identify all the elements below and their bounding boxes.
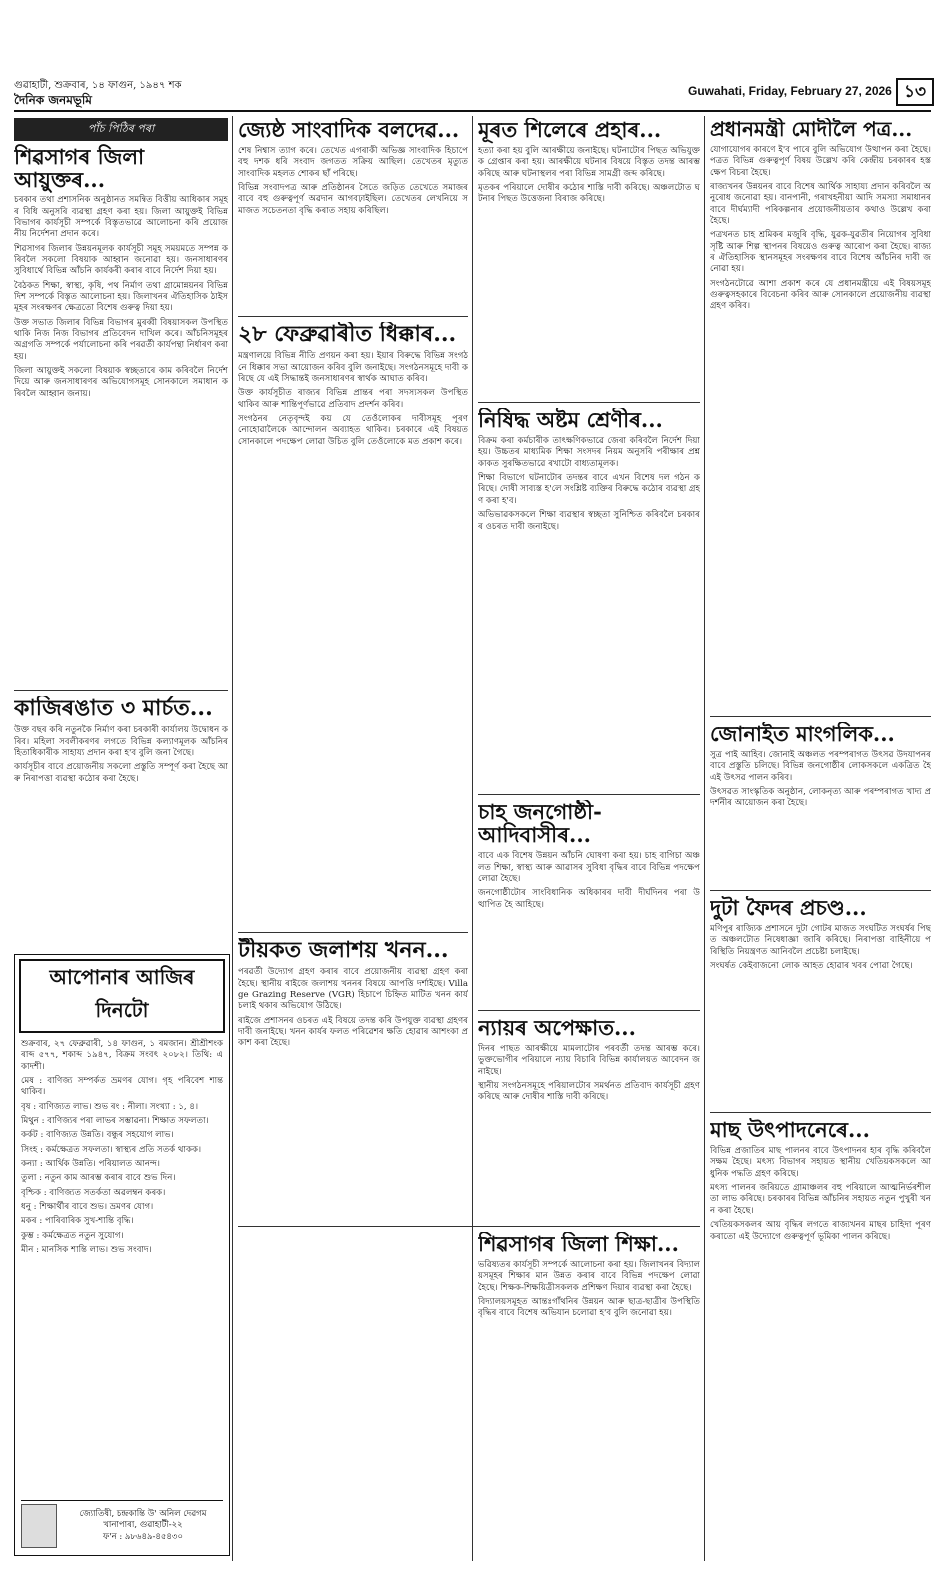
page-number: ১৩ (896, 78, 934, 106)
avatar (21, 1504, 57, 1548)
horoscope-sign: তুলা : নতুন কাম আৰম্ভ কৰাৰ বাবে শুভ দিন। (21, 1173, 176, 1184)
column-separator (704, 116, 705, 1561)
headline: শিৱসাগৰ জিলা শিক্ষা... (478, 1232, 679, 1256)
headline: মূৰত শিলেৰে প্ৰহাৰ... (478, 118, 662, 142)
body-paragraph: ৰাইজে প্ৰশাসনৰ ওচৰত এই বিষয়ে তদন্ত কৰি উপযুক্ত ব্যৱস্থা গ্ৰহণৰ দাবী জনাইছে। খনন কাৰ্যৰ ফলত পৰিৱেশৰ ক্ষতি হোৱাৰ আশংকা প্ৰকাশ কৰা হৈছে। (238, 1015, 468, 1049)
horoscope-sign: ধনু : শিক্ষাৰ্থীৰ বাবে শুভ। ভ্ৰমণৰ যোগ। (21, 1202, 154, 1213)
body-paragraph: বিক্ৰম কৰা কৰ্মচাৰীক তাৎক্ষণিকভাৱে জেৰা কৰিবলৈ নিৰ্দেশ দিয়া হয়। উচ্চতৰ মাধ্যমিক শিক্ষা সংসদৰ নিয়ম অনুসৰি পৰীক্ষাৰ প্ৰশ্নকাকত সুৰক্ষিতভাৱে ৰখাটো বাধ্যতামূলক। (478, 436, 700, 469)
astrologer-name: জ্যোতিষী, চন্দ্ৰকান্তি উ' অনিল দেৱগম (79, 1509, 207, 1520)
article-divider (478, 402, 700, 403)
article-shivasagar-dc (14, 118, 228, 678)
body-paragraph: সংগঠনৰ নেতৃবৃন্দই কয় যে তেওঁলোকৰ দাবীসমূহ পূৰণ নোহোৱালৈকে আন্দোলন অব্যাহত থাকিব। চৰকাৰে এই বিষয়ত সোনকালে পদক্ষেপ লোৱা উচিত বুলি তেওঁলোকে মত প্ৰকাশ কৰে। (238, 413, 468, 447)
headline: জ্যেষ্ঠ সাংবাদিক বলদেৱ... (238, 118, 460, 142)
horoscope-sign: কন্যা : আৰ্থিক উন্নতি। পৰিয়ালত আনন্দ। (21, 1159, 160, 1170)
horoscope-sign: বৃশ্চিক : বাণিজ্যত সতৰ্কতা অৱলম্বন কৰক। (21, 1187, 166, 1198)
astrologer-place: খানাপাৰা, গুৱাহাটী-২২ (103, 1520, 183, 1531)
body-paragraph: খেতিয়কসকলৰ আয় বৃদ্ধিৰ লগতে ৰাজ্যখনৰ মাছৰ চাহিদা পূৰণ কৰাতো এই উদ্যোগে গুৰুত্বপূৰ্ণ ভূমিকা পালন কৰিছে। (710, 1220, 931, 1242)
horoscope-intro: শুক্ৰবাৰ, ২৭ ফেব্ৰুৱাৰী, ১৪ ফাগুন, ১ ৰমজান। শ্ৰীশ্ৰীশংকৰাব্দ ৫৭৭, শকাব্দ ১৯৪৭, বিক্ৰম সংবৎ ২০৮২। তিথি: একাদশী। (21, 1039, 223, 1072)
headline: ন্যায়ৰ অপেক্ষাত... (478, 1016, 636, 1040)
body-paragraph: কাৰ্যসূচীৰ বাবে প্ৰয়োজনীয় সকলো প্ৰস্তুতি সম্পূৰ্ণ কৰা হৈছে আৰু নিৰাপত্তা ব্যৱস্থা কঠোৰ কৰা হৈছে। (14, 762, 228, 784)
astrologer-credit (21, 1500, 223, 1551)
horoscope-sign: কৰ্কট : বাণিজ্যত উন্নতি। বন্ধুৰ সহযোগ লাভ। (21, 1130, 174, 1141)
article-awaiting-justice (478, 1016, 700, 1236)
headline: মাছ উৎপাদনেৰে... (710, 1118, 870, 1142)
article-divider (478, 794, 700, 795)
headline: কাজিৰঙাত ৩ মাৰ্চত... (14, 696, 213, 721)
body-paragraph: বাবে এক বিশেষ উন্নয়ন আঁচনি ঘোষণা কৰা হয়। চাহ বাগিচা অঞ্চলত শিক্ষা, স্বাস্থ্য আৰু আৱাসৰ সুবিধা বৃদ্ধিৰ বাবে বিভিন্ন পদক্ষেপ লোৱা হৈছে। (478, 851, 700, 884)
article-jonai (710, 722, 931, 882)
headline: টীয়কত জলাশয় খনন... (238, 938, 449, 963)
horoscope-sign: মীন : মানসিক শান্তি লাভ। শুভ সংবাদ। (21, 1245, 152, 1256)
continued-banner: পাঁচ পিঠিৰ পৰা (14, 118, 228, 141)
article-divider (710, 716, 931, 717)
headline: নিষিদ্ধ অষ্টম শ্ৰেণীৰ... (478, 408, 663, 432)
article-two-factions (710, 896, 931, 1106)
body-paragraph: বিভিন্ন সংবাদপত্ৰ আৰু প্ৰতিষ্ঠানৰ সৈতে জড়িত তেখেতে সমাজৰ বাবে বহু গুৰুত্বপূৰ্ণ অৱদান আগবঢ়াইছিল। তেখেতৰ লেখনিয়ে সমাজত সচেতনতা বৃদ্ধি কৰাত সহায় কৰিছিল। (238, 183, 468, 216)
english-dateline: Guwahati, Friday, February 27, 2026 (688, 84, 892, 98)
body-paragraph: জনগোষ্ঠীটোৰ সাংবিধানিক অধিকাৰৰ দাবী দীৰ্ঘদিনৰ পৰা উত্থাপিত হৈ আহিছে। (478, 888, 700, 910)
body-paragraph: অভিভাৱকসকলে শিক্ষা ব্যৱস্থাৰ স্বচ্ছতা সুনিশ্চিত কৰিবলৈ চৰকাৰৰ ওচৰত দাবী জনাইছে। (478, 510, 700, 532)
column-separator (232, 116, 233, 1561)
article-protest-feb28 (238, 322, 468, 922)
column-separator (472, 116, 473, 1561)
body-paragraph: শিৱসাগৰ জিলাৰ উন্নয়নমূলক কাৰ্যসূচী সমূহ সময়মতে সম্পন্ন কৰিবলৈ সকলো বিষয়াক আহ্বান জনোৱা হয়। জনসাধাৰণৰ সুবিধাৰ্থে বিভিন্ন আঁচনি কাৰ্যকৰী কৰাৰ বাবে নিৰ্দেশ দিয়া হয়। (14, 243, 228, 277)
headline: চাহ জনগোষ্ঠী-আদিবাসীৰ... (478, 800, 602, 848)
headline: ২৮ ফেব্ৰুৱাৰীত ধিক্কাৰ... (238, 322, 457, 347)
body-paragraph: উৎসৱত সাংস্কৃতিক অনুষ্ঠান, লোকনৃত্য আৰু পৰম্পৰাগত খাদ্য প্ৰদৰ্শনীৰ আয়োজন কৰা হৈছে। (710, 787, 931, 809)
article-pond-digging (238, 938, 468, 1558)
horoscope-sign: সিংহ : কৰ্মক্ষেত্ৰত সফলতা। স্বাস্থ্যৰ প্ৰতি সতৰ্ক থাকক। (21, 1144, 202, 1155)
article-district-education (478, 1232, 700, 1558)
body-paragraph: সুত্ৰ পাই আহিব। জোনাই অঞ্চলত পৰম্পৰাগত উৎসৱ উদযাপনৰ বাবে প্ৰস্তুতি চলিছে। বিভিন্ন জনগোষ্ঠীৰ লোকসকলে একত্ৰিত হৈ এই উৎসৱ পালন কৰিব। (710, 750, 931, 783)
article-letter-to-pm (710, 118, 931, 708)
body-paragraph: বৈঠকত শিক্ষা, স্বাস্থ্য, কৃষি, পথ নিৰ্মাণ তথা গ্ৰামোন্নয়নৰ বিভিন্ন দিশ সম্পৰ্কে বিস্তৃত আলোচনা হয়। জিলাখনৰ ঐতিহাসিক ঠাইসমূহৰ সংৰক্ষণৰ ক্ষেত্ৰতো বিশেষ গুৰুত্ব দিয়া হয়। (14, 280, 228, 314)
body-paragraph: শেষ নিশ্বাস ত্যাগ কৰে। তেখেত এগৰাকী অভিজ্ঞ সাংবাদিক হিচাপে বহু দশক ধৰি সংবাদ জগতত সক্ৰিয় আছিল। তেখেতৰ মৃত্যুত সাংবাদিক মহলত শোকৰ ছাঁ পৰিছে। (238, 146, 468, 179)
paper-name: দৈনিক জনমভূমি (14, 93, 92, 107)
article-tea-tribes (478, 800, 700, 1000)
article-divider (238, 1226, 700, 1227)
horoscope-sign: বৃষ : বাণিজ্যত লাভ। শুভ ৰং : নীলা। সংখ্যা : ১, ৪। (21, 1101, 199, 1112)
article-divider (710, 1112, 931, 1113)
horoscope-sign: মেষ : বাণিজ্য সম্পৰ্কত ভ্ৰমণৰ যোগ। গৃহ পৰিবেশ শান্ত থাকিব। (21, 1076, 223, 1098)
body-paragraph: মৃতকৰ পৰিয়ালে দোষীৰ কঠোৰ শাস্তি দাবী কৰিছে। অঞ্চলটোত ঘটনাৰ পিছত উত্তেজনা বিৰাজ কৰিছে। (478, 183, 700, 205)
body-paragraph: পৰৱৰ্তী উদ্যোগ গ্ৰহণ কৰাৰ বাবে প্ৰয়োজনীয় ব্যৱস্থা গ্ৰহণ কৰা হৈছে। স্থানীয় ৰাইজে জলাশয় খননৰ বিষয়ে আপত্তি দৰ্শাইছে। Village Grazing Reserve (VGR) হিচাপে চিহ্নিত মাটিত খনন কাৰ্য চলাই থকাৰ অভিযোগ উঠিছে। (238, 967, 468, 1012)
body-paragraph: সংগঠনটোৱে আশা প্ৰকাশ কৰে যে প্ৰধানমন্ত্ৰীয়ে এই বিষয়সমূহ গুৰুত্বসহকাৰে বিবেচনা কৰিব আৰু সোনকালে প্ৰয়োজনীয় ব্যৱস্থা গ্ৰহণ কৰিব। (710, 278, 931, 312)
body-paragraph: পত্ৰখনত চাহ শ্ৰমিকৰ মজুৰি বৃদ্ধি, যুৱক-যুৱতীৰ নিয়োগৰ সুবিধা সৃষ্টি আৰু শিল্প স্থাপনৰ বিষয়েও গুৰুত্ব আৰোপ কৰা হৈছে। ৰাজ্যৰ ঐতিহাসিক স্থানসমূহৰ সংৰক্ষণৰ বাবে বিশেষ আঁচনিৰ দাবী জনোৱা হয়। (710, 230, 931, 275)
body-paragraph: যোগাযোগৰ কাৰণে ই'ব পাৰে বুলি অভিযোগ উত্থাপন কৰা হৈছে। পত্ৰত বিভিন্ন গুৰুত্বপূৰ্ণ বিষয় উল্লেখ কৰি কেন্দ্ৰীয় চৰকাৰৰ হস্তক্ষেপ বিচৰা হৈছে। (710, 145, 931, 178)
article-divider (238, 316, 468, 317)
article-divider (478, 1010, 700, 1011)
body-paragraph: মণিপুৰ ৰাজ্যিক প্ৰশাসনে দুটা গোটৰ মাজত সংঘটিত সংঘৰ্ষৰ পিছত অঞ্চলটোত নিষেধাজ্ঞা জাৰি কৰিছে। নিৰাপত্তা বাহিনীয়ে পৰিস্থিতি নিয়ন্ত্ৰণত আনিবলৈ প্ৰচেষ্টা চলাইছে। (710, 924, 931, 957)
body-paragraph: উক্ত কাৰ্যসূচীত ৰাজ্যৰ বিভিন্ন প্ৰান্তৰ পৰা সদস্যসকল উপস্থিত থাকিব আৰু শান্তিপূৰ্ণভাৱে প্ৰতিবাদ প্ৰদৰ্শন কৰিব। (238, 388, 468, 410)
article-kaziranga (14, 696, 228, 946)
body-paragraph: বিভিন্ন প্ৰজাতিৰ মাছ পালনৰ বাবে উৎপাদনৰ হাৰ বৃদ্ধি কৰিবলৈ সক্ষম হৈছে। মৎস্য বিভাগৰ সহায়ত স্থানীয় খেতিয়কসকলে আধুনিক পদ্ধতি গ্ৰহণ কৰিছে। (710, 1146, 931, 1179)
body-paragraph: স্থানীয় সংগঠনসমূহে পৰিয়ালটোৰ সমৰ্থনত প্ৰতিবাদ কাৰ্যসূচী গ্ৰহণ কৰিছে আৰু দোষীৰ শাস্তি দাবী কৰিছে। (478, 1081, 700, 1103)
body-paragraph: বিদ্যালয়সমূহত আন্তঃগাঁথনিৰ উন্নয়ন আৰু ছাত্ৰ-ছাত্ৰীৰ উপস্থিতি বৃদ্ধিৰ বাবে বিশেষ অভিযান চলোৱা হ'ব বুলি জনোৱা হয়। (478, 1297, 700, 1319)
horoscope-sign: মিথুন : বাণিজ্যৰ পৰা লাভৰ সম্ভাৱনা। শিক্ষাত সফলতা। (21, 1116, 209, 1127)
masthead-rule (14, 110, 931, 112)
body-paragraph: মন্ত্ৰণালয়ে বিভিন্ন নীতি প্ৰণয়ন কৰা হয়। ইয়াৰ বিৰুদ্ধে বিভিন্ন সংগঠনে ধিক্কাৰ সভা আয়োজন কৰিব বুলি জনাইছে। সংগঠনসমূহে দাবী কৰিছে যে এই সিদ্ধান্তই জনসাধাৰণৰ স্বাৰ্থক আঘাত কৰিব। (238, 351, 468, 384)
headline: জোনাইত মাংগলিক... (710, 722, 895, 746)
article-fish-production (710, 1118, 931, 1558)
body-paragraph: ৰাজ্যখনৰ উন্নয়নৰ বাবে বিশেষ আৰ্থিক সাহায্য প্ৰদান কৰিবলৈ অনুৰোধ জনোৱা হয়। বানপানী, গৰাখহনীয়া আদি সমস্যা সমাধানৰ বাবে দীৰ্ঘম্যাদী পৰিকল্পনাৰ প্ৰয়োজনীয়তাৰ কথাও উল্লেখ কৰা হৈছে। (710, 182, 931, 227)
body-paragraph: উক্ত সভাত জিলাৰ বিভিন্ন বিভাগৰ মুৰব্বী বিষয়াসকল উপস্থিত থাকি নিজ নিজ বিভাগৰ প্ৰতিবেদন দাখিল কৰে। আঁচনিসমূহৰ অগ্ৰগতি সম্পৰ্কে পৰ্যালোচনা কৰি পৰৱৰ্তী কাৰ্যপন্থা নিৰ্ধাৰণ কৰা হয়। (14, 317, 228, 362)
headline: প্ৰধানমন্ত্ৰী মোদীলৈ পত্ৰ... (710, 118, 913, 141)
body-paragraph: হত্যা কৰা হয় বুলি আৰক্ষীয়ে জনাইছে। ঘটনাটোৰ পিছত অভিযুক্তক গ্ৰেপ্তাৰ কৰা হয়। আৰক্ষীয়ে ঘটনাৰ বিষয়ে বিস্তৃত তদন্ত আৰম্ভ কৰিছে আৰু ঘটনাস্থলৰ পৰা বিভিন্ন সামগ্ৰী জব্দ কৰিছে। (478, 146, 700, 179)
article-stone-attack (478, 118, 700, 398)
body-paragraph: ভৱিষ্যতৰ কাৰ্যসূচী সম্পৰ্কে আলোচনা কৰা হয়। জিলাখনৰ বিদ্যালয়সমূহৰ শিক্ষাৰ মান উন্নত কৰাৰ বাবে বিভিন্ন পদক্ষেপ লোৱা হৈছে। শিক্ষক-শিক্ষয়িত্ৰীসকলক প্ৰশিক্ষণ দিয়াৰ ব্যৱস্থা কৰা হৈছে। (478, 1260, 700, 1293)
astrologer-phone: ফ'ন : ৯৮৬৪৯-৪৫৪৩০ (103, 1531, 183, 1542)
headline: দুটা ফৈদৰ প্ৰচণ্ড... (710, 896, 867, 920)
article-divider (710, 890, 931, 891)
horoscope-sign: মকৰ : পাৰিবাৰিক সুখ-শান্তি বৃদ্ধি। (21, 1216, 134, 1227)
article-divider (14, 690, 228, 691)
horoscope-box (14, 954, 230, 1556)
body-paragraph: জিলা আয়ুক্তই সকলো বিষয়াক স্বচ্ছতাৰে কাম কৰিবলৈ নিৰ্দেশ দিয়ে আৰু জনসাধাৰণৰ অভিযোগসমূহ সোনকালে সমাধান কৰিবলৈ আহ্বান জনায়। (14, 366, 228, 399)
body-paragraph: মৎস্য পালনৰ জৰিয়তে গ্ৰামাঞ্চলৰ বহু পৰিয়ালে আত্মনিৰ্ভৰশীলতা লাভ কৰিছে। চৰকাৰৰ বিভিন্ন আঁচনিৰ সহায়ত নতুন পুখুৰী খনন কৰা হৈছে। (710, 1183, 931, 1216)
horoscope-sign: কুম্ভ : কৰ্মক্ষেত্ৰত নতুন সুযোগ। (21, 1230, 124, 1241)
article-journalist (238, 118, 468, 308)
body-paragraph: দিনৰ পাছত আৰক্ষীয়ে মামলাটোৰ পৰবৰ্তী তদন্ত আৰম্ভ কৰে। ভুক্তভোগীৰ পৰিয়ালে ন্যায় বিচাৰি বিভিন্ন কাৰ্যালয়ত আবেদন জনাইছে। (478, 1044, 700, 1077)
body-paragraph: সংঘৰ্ষত কেইবাজনো লোক আহত হোৱাৰ খবৰ পোৱা গৈছে। (710, 961, 913, 972)
headline: শিৱসাগৰ জিলা আয়ুক্তৰ... (14, 144, 145, 193)
body-paragraph: শিক্ষা বিভাগে ঘটনাটোৰ তদন্তৰ বাবে এখন বিশেষ দল গঠন কৰিছে। দোষী সাব্যস্ত হ'লে সংশ্লিষ্ট ব্যক্তিৰ বিৰুদ্ধে কঠোৰ ব্যৱস্থা গ্ৰহণ কৰা হ'ব। (478, 473, 700, 506)
body-paragraph: চৰকাৰ তথা প্ৰশাসনিক অনুষ্ঠানত সমন্বিত বিত্তীয় আধিকাৰ সমূহৰ বিধি অনুসৰি ব্যৱস্থা গ্ৰহণ কৰা হয়। জিলা আয়ুক্তই বিভিন্ন বিভাগৰ কাৰ্যসূচী সম্পৰ্কে বিস্তৃতভাৱে আলোচনা কৰি প্ৰয়োজনীয় নিৰ্দেশনা প্ৰদান কৰে। (14, 195, 228, 240)
article-class-eight (478, 408, 700, 758)
assamese-dateline: গুৱাহাটী, শুক্ৰবাৰ, ১৪ ফাগুন, ১৯৪৭ শক (14, 80, 182, 91)
body-paragraph: উক্ত বছৰ কৰি নতুনকৈ নিৰ্মাণ কৰা চৰকাৰী কাৰ্যালয় উদ্বোধন কৰিব। মহিলা সবলীকৰণৰ লগতে বিভিন্ন কল্যাণমূলক আঁচনিৰ হিতাধিকাৰীক সাহায্য প্ৰদান কৰা হ'ব বুলি জনা গৈছে। (14, 725, 228, 758)
article-divider (238, 932, 468, 933)
horoscope-title: আপোনাৰ আজিৰ দিনটো (19, 959, 225, 1033)
